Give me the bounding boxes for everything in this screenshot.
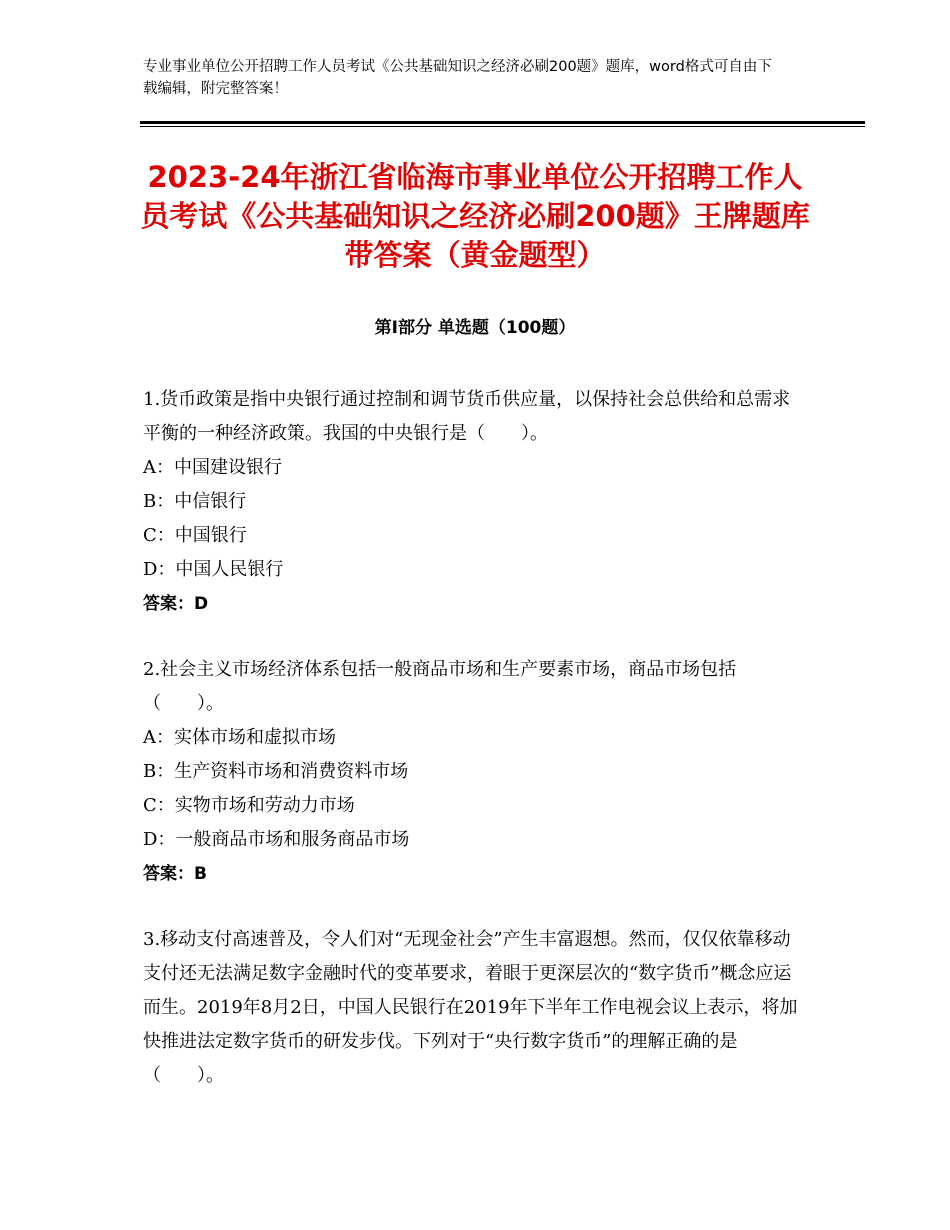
- option-b: B：生产资料市场和消费资料市场: [143, 761, 409, 782]
- question-3: [143, 923, 803, 1093]
- section-title: 第Ⅰ部分 单选题（100题）: [374, 318, 576, 338]
- question-1: [143, 383, 803, 621]
- header-rule-thick: [140, 121, 865, 124]
- question-2: [143, 653, 803, 891]
- option-a: A：中国建设银行: [143, 457, 282, 478]
- option-d: D：中国人民银行: [143, 559, 284, 580]
- option-b: B：中信银行: [143, 491, 247, 512]
- option-c: C：实物市场和劳动力市场: [143, 795, 355, 816]
- option-a: A：实体市场和虚拟市场: [143, 727, 336, 748]
- option-c: C：中国银行: [143, 525, 247, 546]
- answer: 答案：D: [143, 594, 209, 614]
- option-d: D：一般商品市场和服务商品市场: [143, 829, 410, 850]
- answer: 答案：B: [143, 864, 207, 884]
- question-list: [143, 383, 803, 1125]
- header-note: 专业事业单位公开招聘工作人员考试《公共基础知识之经济必刷200题》题库，word格式可自由下载编辑，附完整答案！: [143, 59, 772, 97]
- document-title: 2023-24年浙江省临海市事业单位公开招聘工作人员考试《公共基础知识之经济必刷200题》王牌题库带答案（黄金题型）: [140, 160, 810, 272]
- header-rule-thin: [140, 126, 865, 127]
- question-stem: 1.货币政策是指中央银行通过控制和调节货币供应量，以保持社会总供给和总需求平衡的一种经济政策。我国的中央银行是（ ）。: [143, 389, 791, 444]
- question-stem: 2.社会主义市场经济体系包括一般商品市场和生产要素市场，商品市场包括（ ）。: [143, 659, 737, 714]
- question-stem: 3.移动支付高速普及，令人们对“无现金社会”产生丰富遐想。然而，仅仅依靠移动支付还无法满足数字金融时代的变革要求，着眼于更深层次的“数字货币”概念应运而生。2019年8月2日，中国人民银行在2019年下半年工作电视会议上表示，将加快推进法定数字货币的研发步伐。下列对于“央行数字货币”的理解正确的是（ ）。: [143, 929, 798, 1086]
